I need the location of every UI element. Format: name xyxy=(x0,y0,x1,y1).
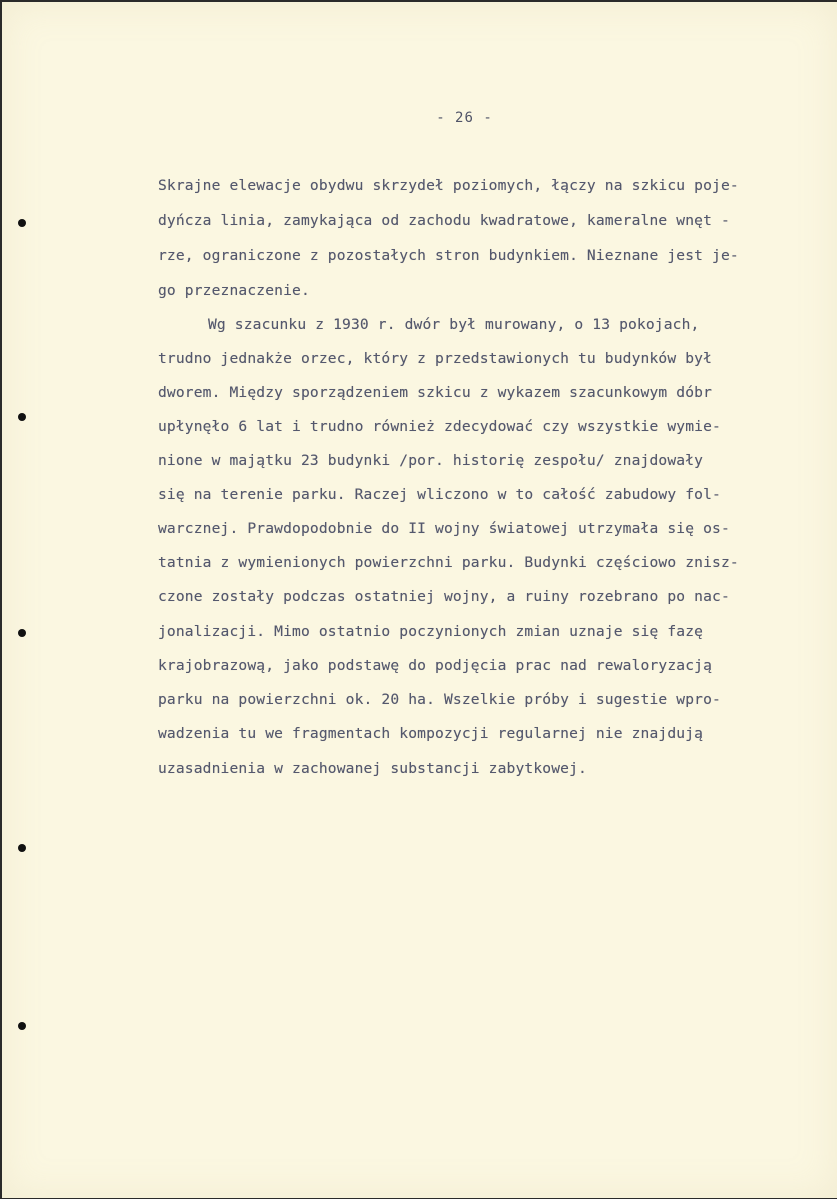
text-line: dworem. Między sporządzeniem szkicu z wykazem szacunkowym dóbr xyxy=(158,384,713,401)
text-line: Wg szacunku z 1930 r. dwór był murowany, o 13 pokojach, xyxy=(208,316,700,333)
text-line: go przeznaczenie. xyxy=(158,282,310,299)
document-page xyxy=(2,2,837,1198)
text-line: dyńcza linia, zamykająca od zachodu kwadratowe, kameralne wnęt - xyxy=(158,212,730,229)
text-line: upłynęło 6 lat i trudno również zdecydować czy wszystkie wymie- xyxy=(158,418,721,435)
binder-hole-icon xyxy=(18,629,26,637)
text-line: krajobrazową, jako podstawę do podjęcia prac nad rewaloryzacją xyxy=(158,657,713,674)
binder-hole-icon xyxy=(18,219,26,227)
text-line: rze, ograniczone z pozostałych stron budynkiem. Nieznane jest je- xyxy=(158,247,739,264)
binder-hole-icon xyxy=(18,1022,26,1030)
text-line: warcznej. Prawdopodobnie do II wojny światowej utrzymała się os- xyxy=(158,520,730,537)
text-line: wadzenia tu we fragmentach kompozycji regularnej nie znajdują xyxy=(158,725,704,742)
text-line: czone zostały podczas ostatniej wojny, a ruiny rozebrano po nac- xyxy=(158,588,730,605)
text-line: jonalizacji. Mimo ostatnio poczynionych zmian uznaje się fazę xyxy=(158,623,704,640)
text-line: tatnia z wymienionych powierzchni parku. Budynki częściowo znisz- xyxy=(158,554,739,571)
binder-hole-icon xyxy=(18,844,26,852)
text-line: uzasadnienia w zachowanej substancji zabytkowej. xyxy=(158,760,587,777)
text-line: parku na powierzchni ok. 20 ha. Wszelkie próby i sugestie wpro- xyxy=(158,691,721,708)
text-line: trudno jednakże orzec, który z przedstawionych tu budynków był xyxy=(158,350,713,367)
text-line: się na terenie parku. Raczej wliczono w to całość zabudowy fol- xyxy=(158,486,721,503)
page-number: - 26 - xyxy=(436,110,493,126)
text-line: nione w majątku 23 budynki /por. historię zespołu/ znajdowały xyxy=(158,452,704,469)
binder-hole-icon xyxy=(18,413,26,421)
text-line: Skrajne elewacje obydwu skrzydeł poziomych, łączy na szkicu poje- xyxy=(158,177,739,194)
